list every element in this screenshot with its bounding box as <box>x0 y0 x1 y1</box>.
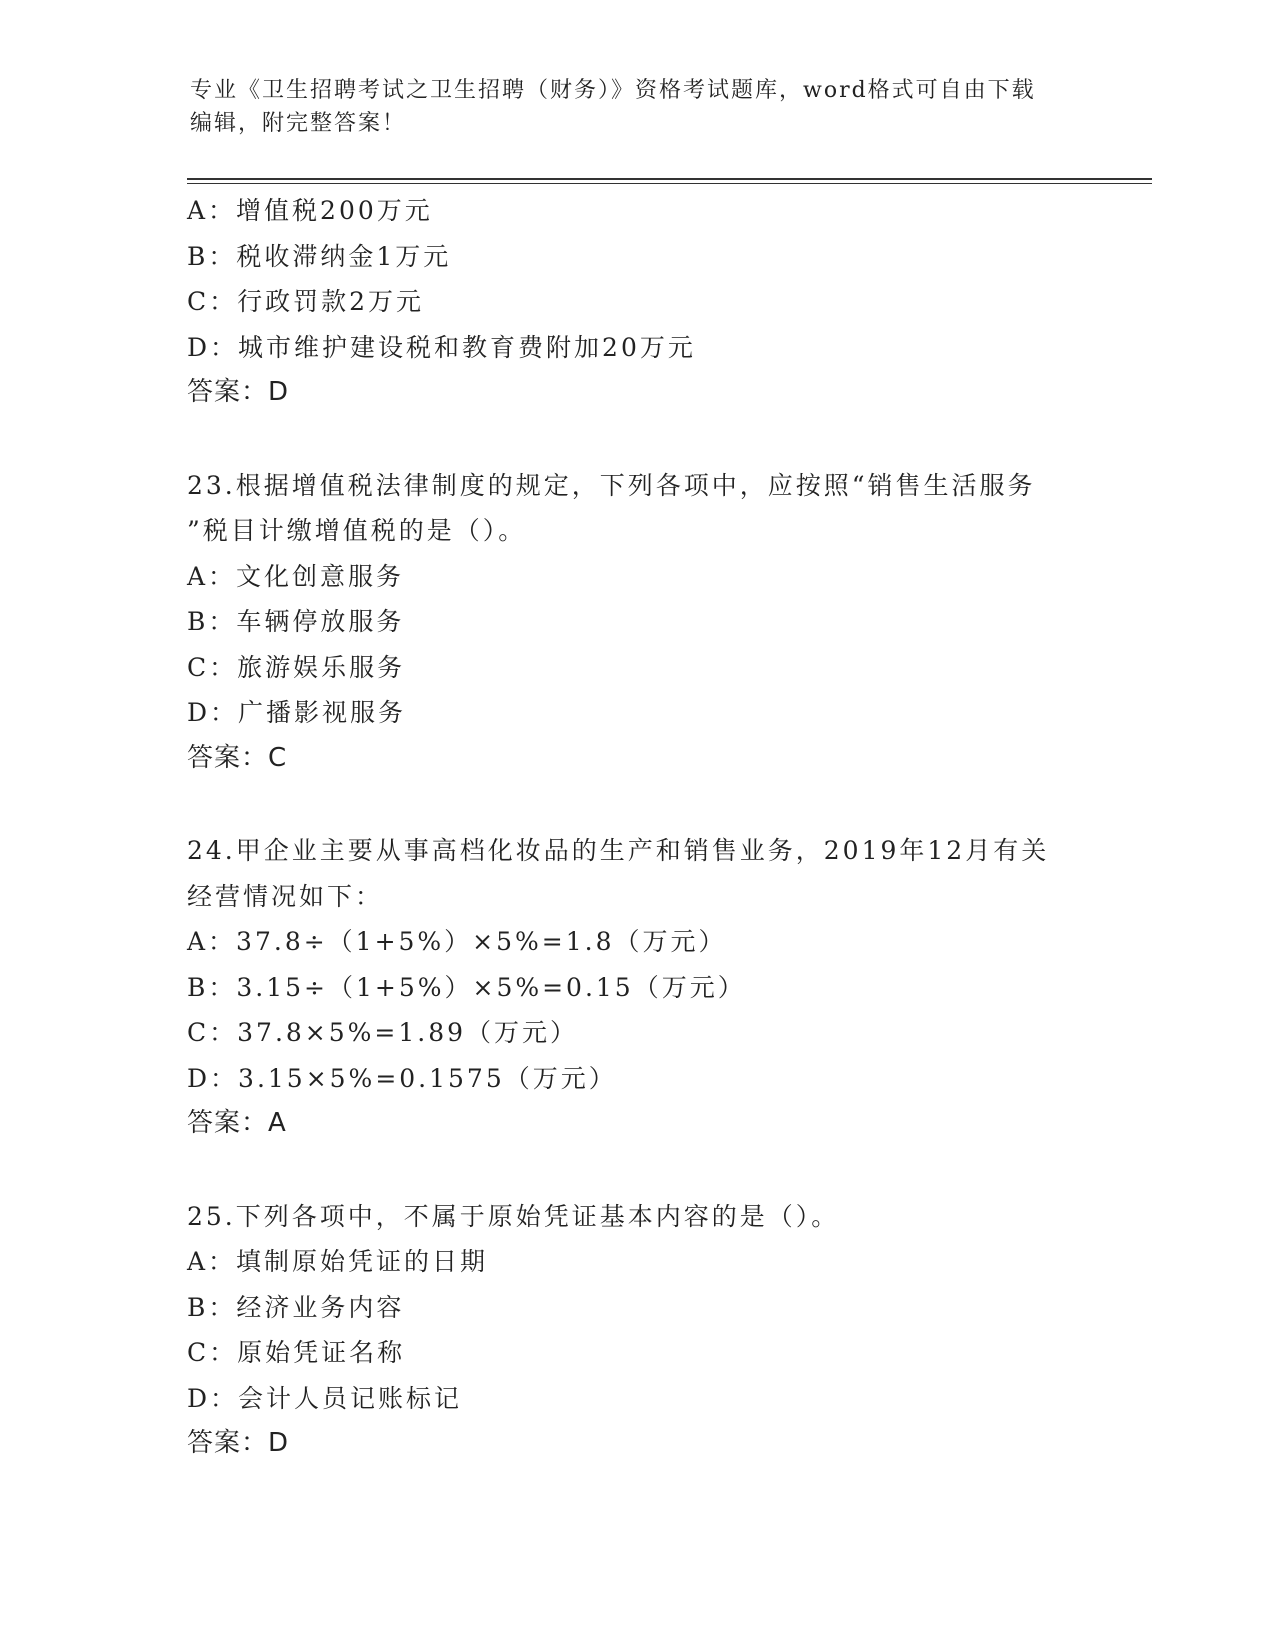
question-25 <box>187 1194 1087 1467</box>
option-c: C：行政罚款2万元 <box>187 287 425 316</box>
question-list <box>187 188 1087 1467</box>
option-a: A：文化创意服务 <box>187 561 405 591</box>
option-c: C：37.8×5%=1.89（万元） <box>187 1018 579 1047</box>
option-b: B：车辆停放服务 <box>187 607 405 636</box>
option-a: A：增值税200万元 <box>187 196 433 225</box>
answer-line: 答案：D <box>187 1428 290 1458</box>
question-24 <box>187 828 1087 1147</box>
question-23 <box>187 463 1087 782</box>
question-title-line-2: ”税目计缴增值税的是（）。 <box>187 516 527 545</box>
option-b: B：税收滞纳金1万元 <box>187 241 452 271</box>
header-divider-thick <box>187 178 1152 180</box>
option-d: D：城市维护建设税和教育费附加20万元 <box>187 332 696 362</box>
header-line-1: 专业《卫生招聘考试之卫生招聘（财务）》资格考试题库，word格式可自由下载 <box>190 78 1036 103</box>
question-title-line-1: 25.下列各项中，不属于原始凭证基本内容的是（）。 <box>187 1201 840 1231</box>
option-a: A：填制原始凭证的日期 <box>187 1247 489 1276</box>
answer-line: 答案：C <box>187 742 288 773</box>
option-a: A：37.8÷（1+5%）×5%=1.8（万元） <box>187 927 727 956</box>
header-line-2: 编辑，附完整答案！ <box>190 111 407 136</box>
option-d: D：广播影视服务 <box>187 698 407 727</box>
option-b: B：3.15÷（1+5%）×5%=0.15（万元） <box>187 972 746 1002</box>
answer-line: 答案：D <box>187 377 290 407</box>
question-title-line-2: 经营情况如下： <box>187 881 384 911</box>
option-c: C：原始凭证名称 <box>187 1338 406 1367</box>
option-c: C：旅游娱乐服务 <box>187 652 406 682</box>
question-22 <box>187 188 1087 416</box>
header-divider-thin <box>187 183 1152 184</box>
question-title-line-1: 23.根据增值税法律制度的规定，下列各项中，应按照“销售生活服务 <box>187 470 1036 500</box>
question-spacer <box>187 781 1087 828</box>
question-spacer <box>187 416 1087 463</box>
option-d: D：会计人员记账标记 <box>187 1383 463 1413</box>
document-header <box>190 74 1090 140</box>
option-d: D：3.15×5%=0.1575（万元） <box>187 1063 617 1093</box>
question-title-line-1: 24.甲企业主要从事高档化妆品的生产和销售业务，2019年12月有关 <box>187 836 1050 865</box>
question-spacer <box>187 1147 1087 1194</box>
option-b: B：经济业务内容 <box>187 1292 405 1322</box>
answer-line: 答案：A <box>187 1108 287 1138</box>
